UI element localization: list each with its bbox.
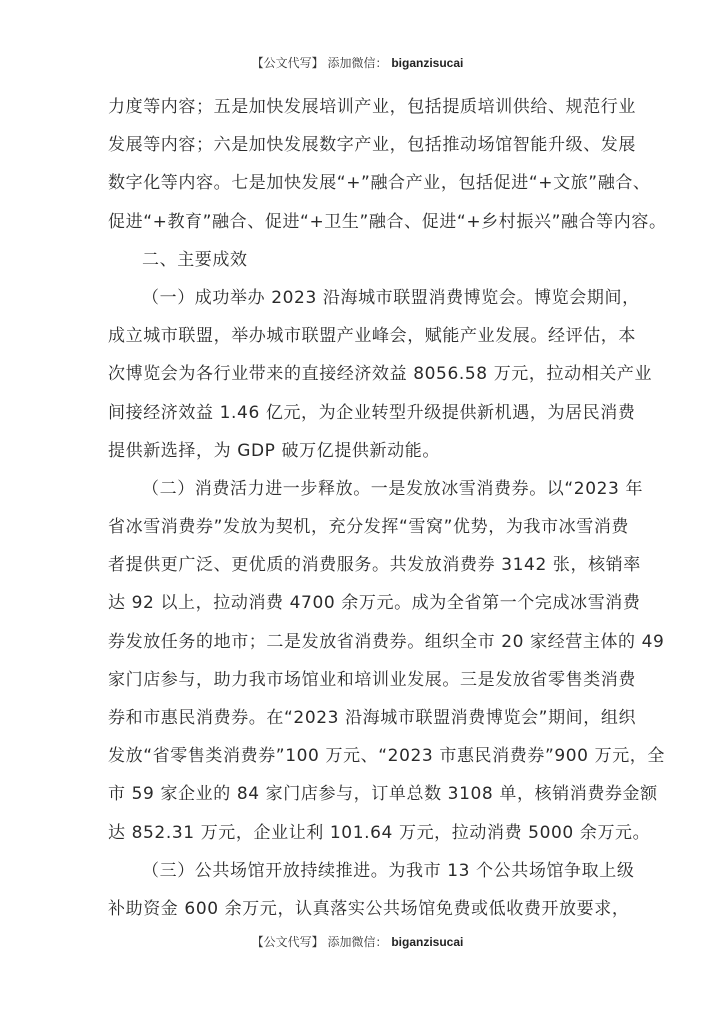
body-line: 达 852.31 万元，企业让利 101.64 万元，拉动消费 5000 余万元。	[108, 822, 651, 843]
body-line: 促进“+教育”融合、促进“+卫生”融合、促进“+乡村振兴”融合等内容。	[108, 211, 667, 232]
page-footer-watermark	[0, 933, 715, 950]
body-line: 力度等内容；五是加快发展培训产业，包括提质培训供给、规范行业	[108, 97, 636, 117]
watermark-brand: 【公文代写】	[251, 56, 324, 70]
watermark-label: 添加微信：	[327, 56, 388, 70]
body-line: 达 92 以上，拉动消费 4700 余万元。成为全省第一个完成冰雪消费	[108, 593, 641, 614]
body-line: 发放“省零售类消费券”100 万元、“2023 市惠民消费券”900 万元，全	[108, 746, 665, 767]
body-line: 市 59 家企业的 84 家门店参与，订单总数 3108 单，核销消费券金额	[108, 784, 658, 805]
body-line: 券和市惠民消费券。在“2023 沿海城市联盟消费博览会”期间，组织	[108, 708, 637, 728]
paragraph-first-line: （二）消费活力进一步释放。一是发放冰雪消费券。以“2023 年	[142, 478, 644, 499]
body-line: 家门店参与，助力我市场馆业和培训业发展。三是发放省零售类消费	[108, 669, 636, 690]
section-heading: 二、主要成效	[142, 249, 248, 270]
paragraph-first-line: （三）公共场馆开放持续推进。为我市 13 个公共场馆争取上级	[142, 860, 635, 881]
body-line: 成立城市联盟，举办城市联盟产业峰会，赋能产业发展。经评估，本	[108, 326, 636, 347]
body-line: 提供新选择，为 GDP 破万亿提供新动能。	[108, 440, 440, 461]
watermark-label: 添加微信：	[327, 935, 388, 949]
paragraph-first-line: （一）成功举办 2023 沿海城市联盟消费博览会。博览会期间，	[142, 287, 640, 308]
body-line: 补助资金 600 余万元，认真落实公共场馆免费或低收费开放要求，	[108, 898, 630, 919]
body-line: 发展等内容；六是加快发展数字产业，包括推动场馆智能升级、发展	[108, 135, 636, 156]
body-line: 券发放任务的地市；二是发放省消费券。组织全市 20 家经营主体的 49	[108, 631, 665, 652]
document-body	[108, 88, 667, 928]
body-line: 次博览会为各行业带来的直接经济效益 8056.58 万元，拉动相关产业	[108, 364, 653, 385]
watermark-brand: 【公文代写】	[251, 935, 324, 949]
body-line: 间接经济效益 1.46 亿元，为企业转型升级提供新机遇，为居民消费	[108, 402, 636, 423]
body-line: 省冰雪消费券”发放为契机，充分发挥“雪窝”优势，为我市冰雪消费	[108, 517, 630, 538]
body-line: 数字化等内容。七是加快发展“+”融合产业，包括促进“+文旅”融合、	[108, 173, 651, 194]
page-header-watermark	[0, 54, 715, 71]
watermark-wechat-id: biganzisucai	[391, 56, 464, 70]
watermark-wechat-id: biganzisucai	[391, 935, 464, 949]
body-line: 者提供更广泛、更优质的消费服务。共发放消费券 3142 张，核销率	[108, 555, 641, 576]
